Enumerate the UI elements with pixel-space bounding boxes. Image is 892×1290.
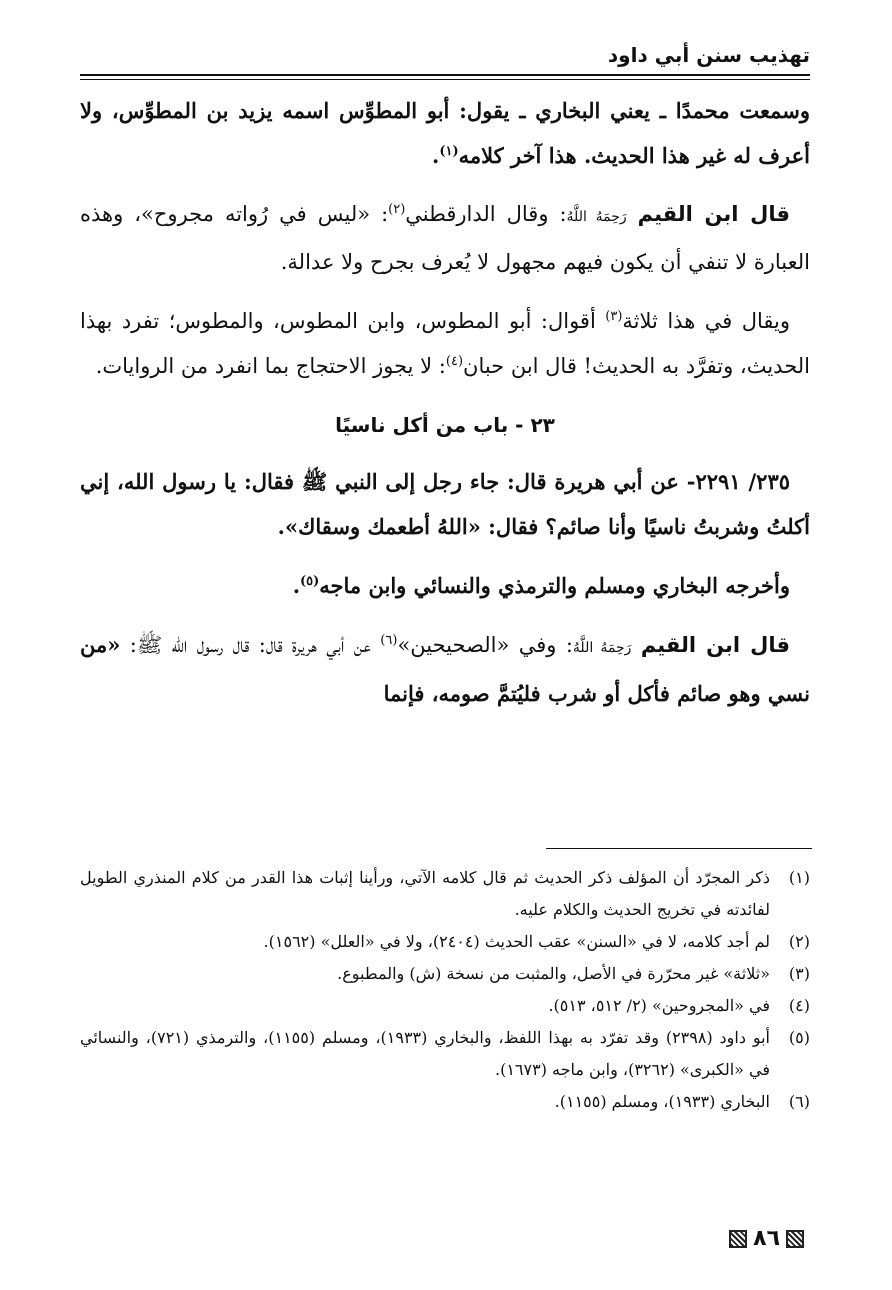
header-rule-thick [80,74,810,76]
takhrij-text: وأخرجه البخاري ومسلم والترمذي والنسائي وابن ماجه [319,573,790,598]
speaker-ibn-alqayyim-2: قال ابن القيم [640,633,790,657]
footnote-number: (٤) [788,996,810,1015]
footnote-separator [546,848,812,849]
page-folio [723,1226,810,1251]
paragraph-6 [80,622,810,717]
running-header [80,40,810,70]
ornament-icon [729,1230,747,1248]
footnote-ref-5: (٥) [300,574,320,589]
footnotes [80,862,810,1118]
paragraph-1: وسمعت محمدًا ـ يعني البخاري ـ يقول: أبو المطوِّس اسمه يزيد بن المطوِّس، ولا أعرف له غير هذا الحديث. هذا آخر كلامه$^{(١)}$. [80,98,810,168]
paragraph-3-text-c: : لا يجوز الاحتجاج بما انفرد من الروايات. [95,354,446,378]
footnote-text: لم أجد كلامه، لا في «السنن» عقب الحديث (٢٤٠٤)، ولا في «العلل» (١٥٦٢). [263,932,770,951]
footnote-ref-2: (٢) [388,202,406,217]
footnote-number: (٦) [788,1092,810,1111]
paragraph-1-text: وسمعت محمدًا ـ يعني البخاري ـ يقول: أبو المطوِّس اسمه يزيد بن المطوِّس، ولا أعرف له غير هذا الحديث. هذا آخر كلامه [80,98,810,168]
hadith-paragraph [80,459,810,549]
footnote-number: (٥) [788,1028,810,1047]
honorific-2: رَحِمَهُ اللَّهُ [572,640,632,656]
footnote-ref-6: (٦) [380,633,398,648]
hadith-number: ٢٣٥/ ٢٢٩١- [678,469,791,494]
footnote-text: في «المجروحين» (٢/ ٥١٢، ٥١٣). [548,996,770,1015]
page-number: ٨٦ [753,1226,780,1251]
paragraph-6-text-a: : وفي «الصحيحين» [397,633,573,657]
paragraph-3-text-a: ويقال في هذا ثلاثة [622,309,790,333]
ornament-icon [786,1230,804,1248]
paragraph-6-quote: «من نسي وهو صائم فأكل أو شرب فليُتمَّ صومه، فإنما [80,632,810,706]
footnote-ref-1: (١) [439,144,459,159]
hadith-text: عن أبي هريرة قال: جاء رجل إلى النبي ﷺ فقال: يا رسول الله، إني أكلتُ وشربتُ ناسيًا وأنا صائم؟ فقال: «اللهُ أطعمك وسقاك». [80,469,810,539]
footnote-6 [80,1086,810,1118]
honorific: رَحِمَهُ اللَّهُ [566,209,627,225]
footnote-2 [80,926,810,958]
footnote-text: ذكر المجرّد أن المؤلف ذكر الحديث ثم قال كلامه الآتي، ورأينا إثبات هذا القدر من كلام المنذري الطويل لفائدته في تخريج الحديث والكلام عليه. [80,868,771,919]
paragraph-3-text-b: أقوال: أبو المطوس، وابن المطوس، والمطوس؛ تفرد بهذا الحديث، وتفرَّد به الحديث! قال ابن حبان [80,309,810,378]
footnote-5 [80,1022,810,1086]
footnote-text: «ثلاثة» غير محرّرة في الأصل، والمثبت من نسخة (ش) والمطبوع. [337,964,770,983]
speaker-ibn-alqayyim: قال ابن القيم [637,202,790,226]
footnote-number: (٢) [788,932,810,951]
footnote-3 [80,958,810,990]
footnote-ref-3: (٣) [605,309,623,324]
footnote-1 [80,862,810,926]
chapter-heading: ٢٣ - باب من أكل ناسيًا [335,413,555,437]
main-text [80,88,810,731]
footnote-4 [80,990,810,1022]
footnote-text: أبو داود (٢٣٩٨) وقد تفرّد به بهذا اللفظ، والبخاري (١٩٣٣)، ومسلم (١١٥٥)، والترمذي (٧٢١)، والنسائي في «الكبرى» (٣٢٦٢)، وابن ماجه (١٦٧٣). [80,1028,771,1079]
takhrij-paragraph: وأخرجه البخاري ومسلم والترمذي والنسائي وابن ماجه$^{(٥)}$. [292,573,790,598]
paragraph-2-text-b: : «ليس في رُواته مجروح»، وهذه العبارة لا تنفي أن يكون فيهم مجهول لا يُعرف بجرح ولا عدالة. [80,202,810,274]
footnote-ref-4: (٤) [445,354,464,369]
paragraph-2-text-a: : وقال الدارقطني [405,202,567,226]
paragraph-3 [80,299,810,389]
footnote-text: البخاري (١٩٣٣)، ومسلم (١١٥٥). [554,1092,770,1111]
paragraph-6-text-b: عن أبي هريرة قال: قال رسول الله ﷺ: [120,633,381,657]
running-header-title: تهذيب سنن أبي داود [607,43,810,67]
header-rule-thin [80,79,810,80]
footnote-number: (٣) [788,964,810,983]
paragraph-2 [80,192,810,285]
footnote-number: (١) [788,868,810,887]
